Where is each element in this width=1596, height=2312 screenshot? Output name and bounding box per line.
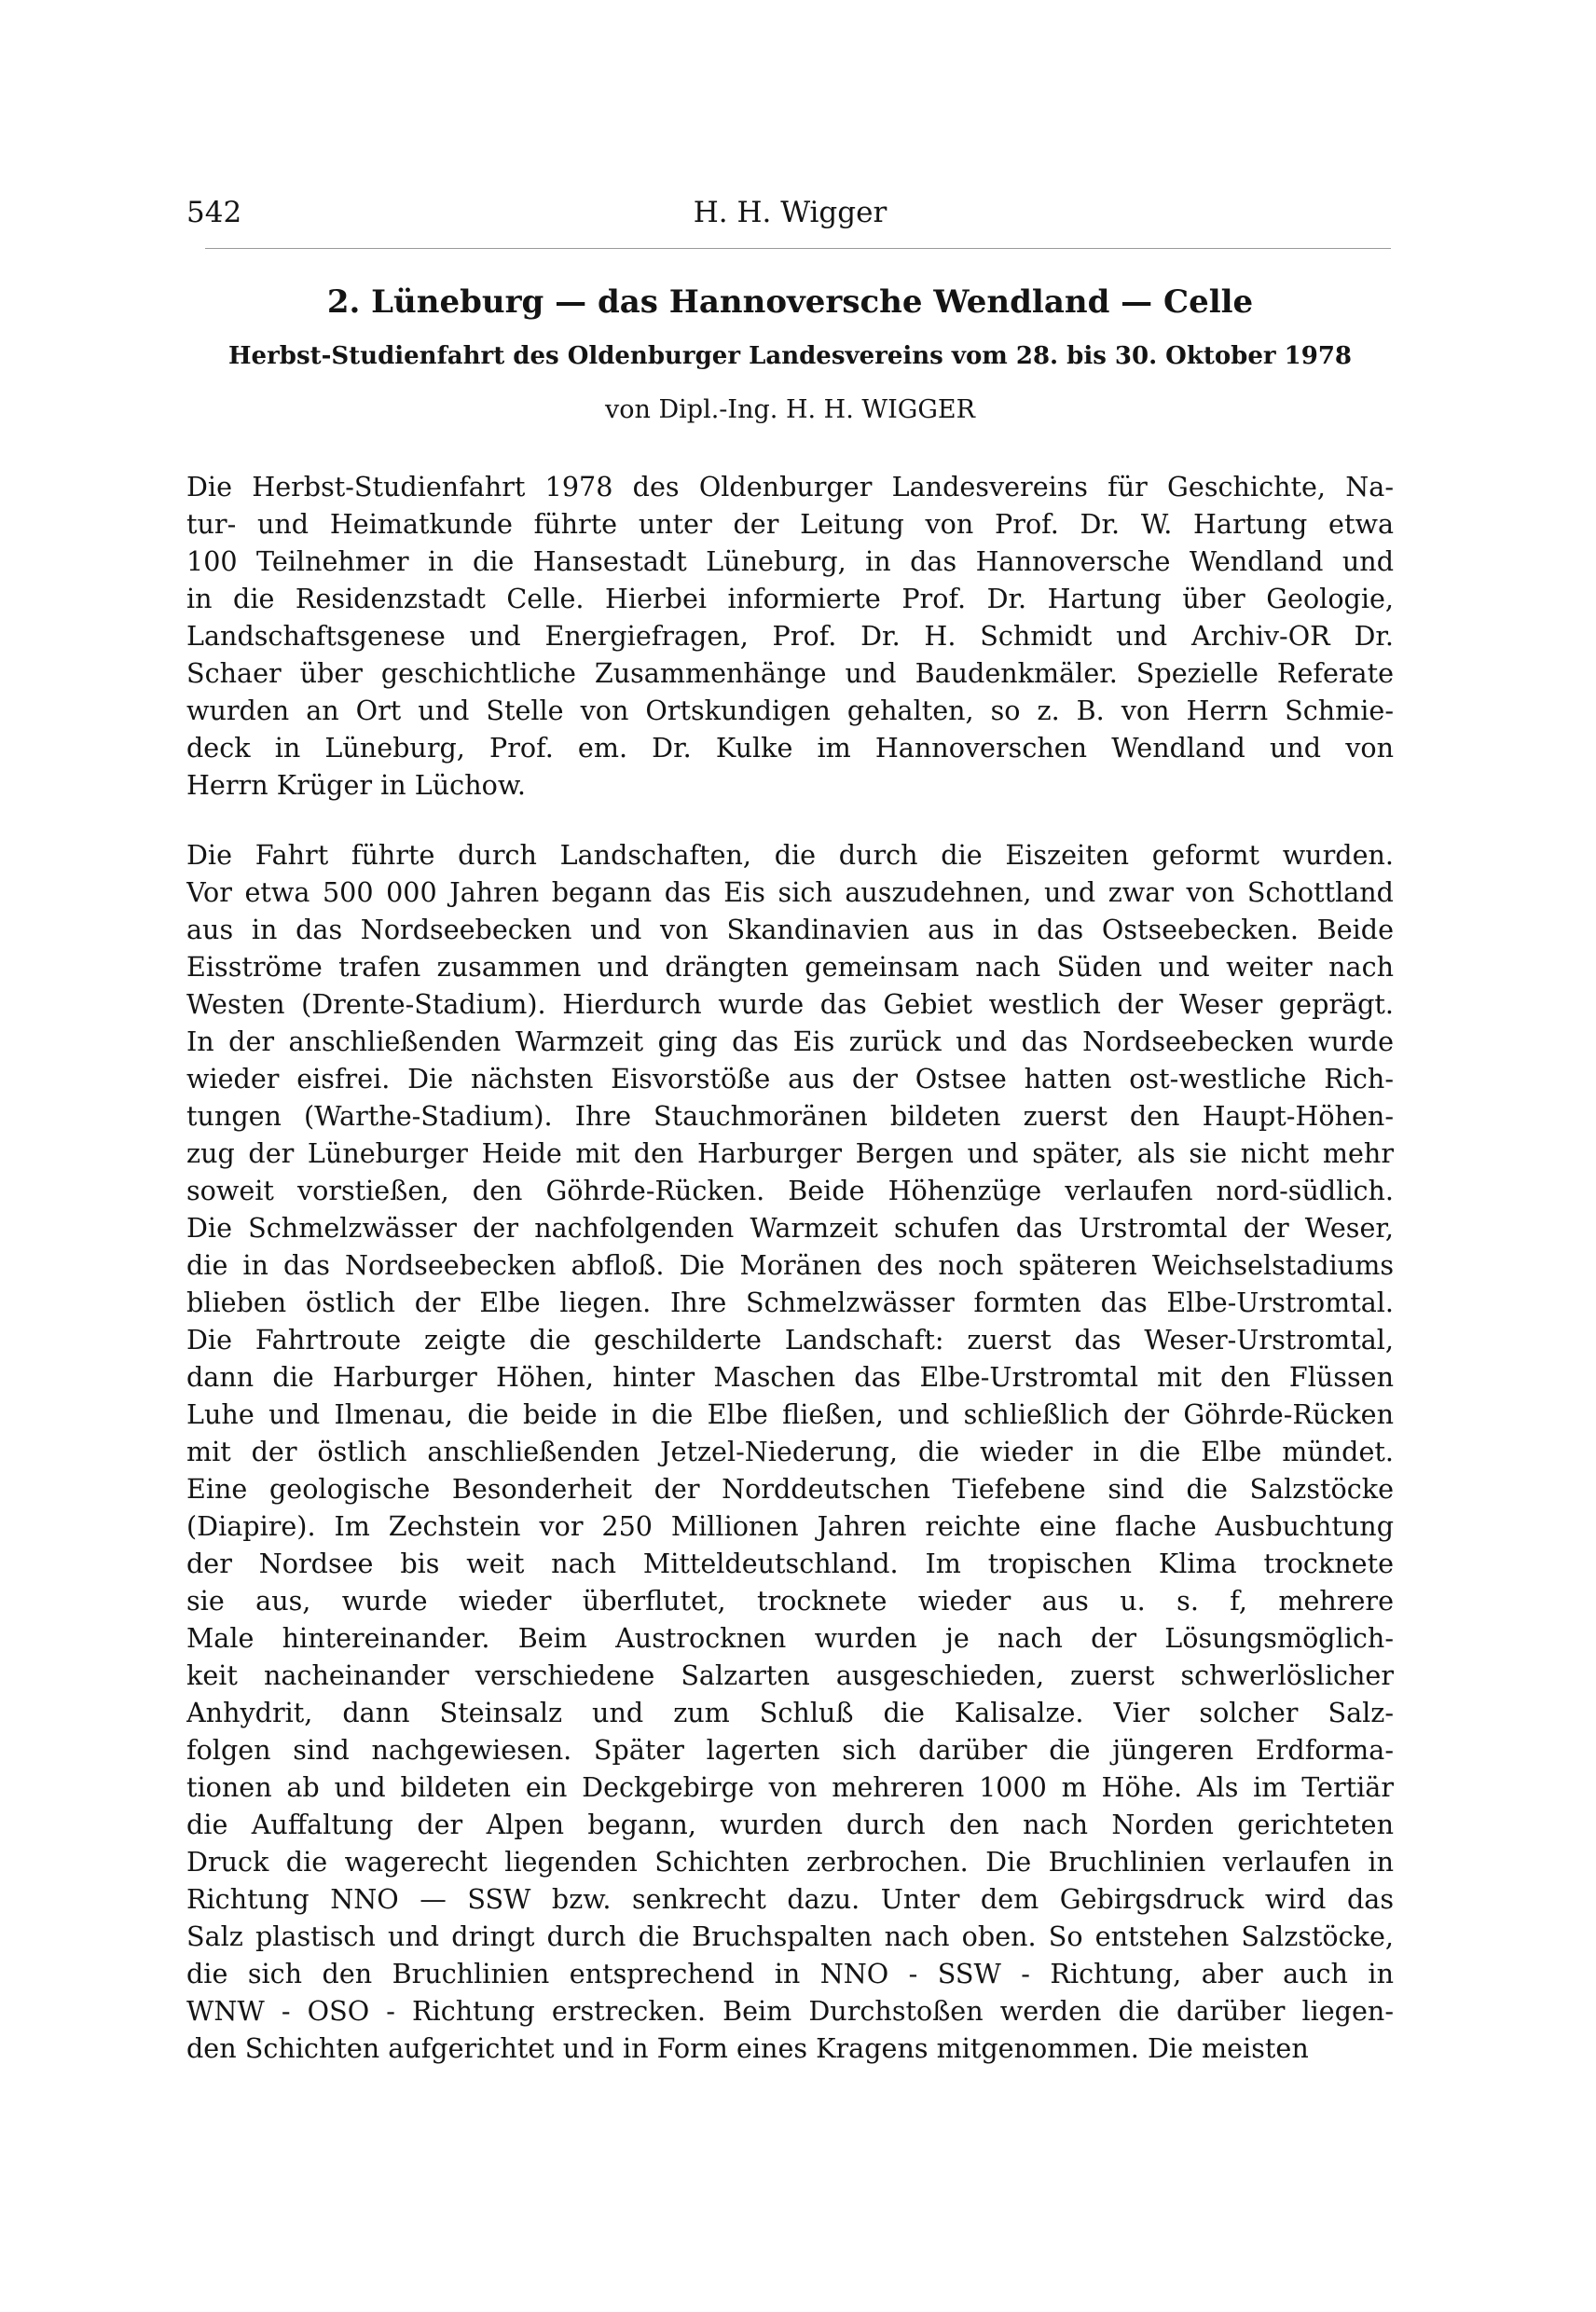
text-line: tur- und Heimatkunde führte unter der Leitung von Prof. Dr. W. Hartung etwa xyxy=(186,508,1394,540)
text-line: Herrn Krüger in Lüchow. xyxy=(186,769,526,801)
text-line: deck in Lüneburg, Prof. em. Dr. Kulke im Hannoverschen Wendland und von xyxy=(186,732,1394,764)
text-line: die in das Nordseebecken abfloß. Die Moränen des noch späteren Weichselstadiums xyxy=(186,1249,1394,1281)
text-line: Landschaftsgenese und Energiefragen, Prof. Dr. H. Schmidt und Archiv-OR Dr. xyxy=(186,620,1394,652)
text-line: wieder eisfrei. Die nächsten Eisvorstöße aus der Ostsee hatten ost-westliche Rich- xyxy=(186,1063,1394,1094)
running-head-author: H. H. Wigger xyxy=(693,196,887,229)
paragraph-landscape-geology xyxy=(186,836,1394,2067)
text-line: Eine geologische Besonderheit der Norddeutschen Tiefebene sind die Salzstöcke xyxy=(186,1473,1394,1505)
text-line: Die Herbst-Studienfahrt 1978 des Oldenburger Landesvereins für Geschichte, Na- xyxy=(186,471,1394,502)
text-line: keit nacheinander verschiedene Salzarten ausgeschieden, zuerst schwerlöslicher xyxy=(186,1659,1394,1691)
text-line: wurden an Ort und Stelle von Ortskundigen gehalten, so z. B. von Herrn Schmie- xyxy=(186,695,1394,726)
text-line: Male hintereinander. Beim Austrocknen wurden je nach der Lösungsmöglich- xyxy=(186,1622,1394,1654)
text-line: Richtung NNO — SSW bzw. senkrecht dazu. Unter dem Gebirgsdruck wird das xyxy=(186,1883,1394,1915)
text-line: Anhydrit, dann Steinsalz und zum Schluß die Kalisalze. Vier solcher Salz- xyxy=(186,1697,1394,1728)
text-line: Schaer über geschichtliche Zusammenhänge und Baudenkmäler. Spezielle Referate xyxy=(186,657,1394,689)
text-line: 100 Teilnehmer in die Hansestadt Lüneburg, in das Hannoversche Wendland und xyxy=(186,545,1394,577)
text-line: zug der Lüneburger Heide mit den Harburger Bergen und später, als sie nicht mehr xyxy=(186,1137,1394,1169)
article-subtitle: Herbst-Studienfahrt des Oldenburger Landesvereins vom 28. bis 30. Oktober 1978 xyxy=(227,342,1353,370)
article-title: 2. Lüneburg — das Hannoversche Wendland — Celle xyxy=(326,283,1254,321)
text-line: sie aus, wurde wieder überflutet, trocknete wieder aus u. s. f, mehrere xyxy=(186,1585,1394,1617)
text-line: tionen ab und bildeten ein Deckgebirge von mehreren 1000 m Höhe. Als im Tertiär xyxy=(186,1771,1394,1803)
running-head xyxy=(186,194,1394,241)
text-line: in die Residenzstadt Celle. Hierbei informierte Prof. Dr. Hartung über Geologie, xyxy=(186,583,1394,614)
text-line: Westen (Drente-Stadium). Hierdurch wurde das Gebiet westlich der Weser geprägt. xyxy=(186,988,1394,1020)
article-byline: von Dipl.-Ing. H. H. WIGGER xyxy=(605,395,975,424)
text-line: Druck die wagerecht liegenden Schichten zerbrochen. Die Bruchlinien verlaufen in xyxy=(186,1846,1394,1878)
paragraph-introduction xyxy=(186,468,1394,804)
text-line: den Schichten aufgerichtet und in Form eines Kragens mitgenommen. Die meisten xyxy=(186,2032,1309,2064)
text-line: dann die Harburger Höhen, hinter Maschen das Elbe-Urstromtal mit den Flüssen xyxy=(186,1361,1394,1393)
text-line: blieben östlich der Elbe liegen. Ihre Schmelzwässer formten das Elbe-Urstromtal. xyxy=(186,1287,1394,1318)
text-line: Eisströme trafen zusammen und drängten gemeinsam nach Süden und weiter nach xyxy=(186,951,1394,983)
header-rule xyxy=(205,248,1391,249)
text-line: mit der östlich anschließenden Jetzel-Niederung, die wieder in die Elbe mündet. xyxy=(186,1436,1394,1467)
text-line: soweit vorstießen, den Göhrde-Rücken. Beide Höhenzüge verlaufen nord-südlich. xyxy=(186,1175,1394,1206)
text-line: folgen sind nachgewiesen. Später lagerten sich darüber die jüngeren Erdforma- xyxy=(186,1734,1394,1766)
text-line: Luhe und Ilmenau, die beide in die Elbe fließen, und schließlich der Göhrde-Rücken xyxy=(186,1398,1394,1430)
text-line: Salz plastisch und dringt durch die Bruchspalten nach oben. So entstehen Salzstöcke, xyxy=(186,1920,1394,1952)
text-line: Die Schmelzwässer der nachfolgenden Warmzeit schufen das Urstromtal der Weser, xyxy=(186,1212,1394,1244)
text-line: tungen (Warthe-Stadium). Ihre Stauchmoränen bildeten zuerst den Haupt-Höhen- xyxy=(186,1100,1394,1132)
text-line: der Nordsee bis weit nach Mitteldeutschland. Im tropischen Klima trocknete xyxy=(186,1548,1394,1579)
text-line: WNW - OSO - Richtung erstrecken. Beim Durchstoßen werden die darüber liegen- xyxy=(186,1995,1394,2027)
text-line: (Diapire). Im Zechstein vor 250 Millionen Jahren reichte eine flache Ausbuchtung xyxy=(186,1510,1394,1542)
text-line: Vor etwa 500 000 Jahren begann das Eis sich auszudehnen, und zwar von Schottland xyxy=(186,876,1394,908)
text-line: Die Fahrt führte durch Landschaften, die durch die Eiszeiten geformt wurden. xyxy=(186,839,1394,871)
text-line: aus in das Nordseebecken und von Skandinavien aus in das Ostseebecken. Beide xyxy=(186,914,1394,945)
text-line: die Auffaltung der Alpen begann, wurden durch den nach Norden gerichteten xyxy=(186,1809,1394,1840)
text-line: die sich den Bruchlinien entsprechend in NNO - SSW - Richtung, aber auch in xyxy=(186,1958,1394,1989)
text-line: In der anschließenden Warmzeit ging das Eis zurück und das Nordseebecken wurde xyxy=(186,1025,1394,1057)
text-line: Die Fahrtroute zeigte die geschilderte Landschaft: zuerst das Weser-Urstromtal, xyxy=(186,1324,1394,1356)
page-number: 542 xyxy=(186,196,242,229)
